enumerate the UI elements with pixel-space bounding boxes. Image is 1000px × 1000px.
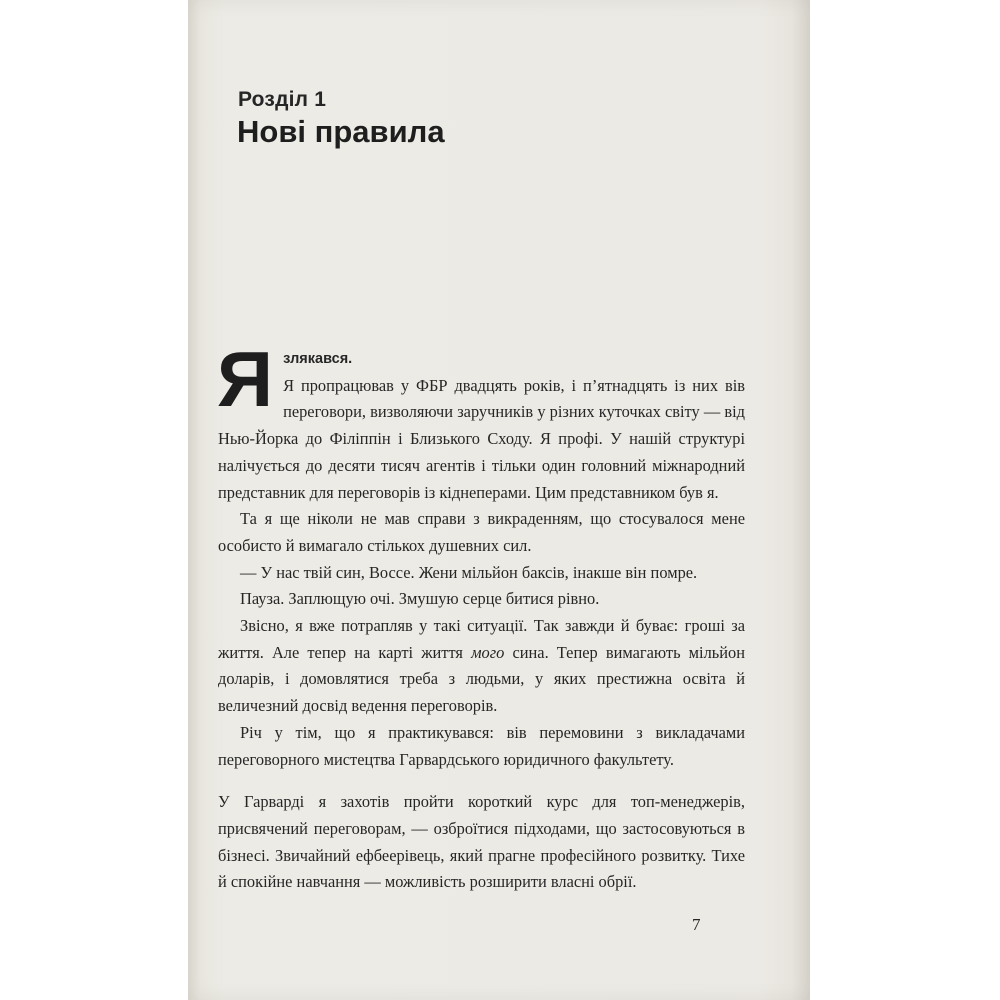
chapter-body — [217, 335, 745, 896]
drop-cap: Я — [217, 335, 274, 423]
lead-in-text: злякався. — [283, 351, 353, 367]
paragraph-5 — [218, 613, 745, 720]
paragraph-2: Та я ще ніколи не мав справи з викраденням, що стосувалося мене особисто й вимагало стількох душевних сил. — [218, 509, 745, 555]
chapter-title: Нові правила — [237, 114, 445, 149]
paragraph-5-italic: мого — [471, 642, 505, 662]
chapter-label: Розділ 1 — [238, 88, 327, 111]
paragraph-1-text: Я пропрацював у ФБР двадцять років, і п’ятнадцять із них вів переговори, визволяючи заручників у різних куточках світу — від Нью-Йорка до Філіппін і Близького Сходу. Я профі. У нашій структурі налічується до десяти тисяч агентів і тільки один головний міжнародний представник для переговорів із кіднеперами. Цим представником був я. — [218, 375, 745, 502]
paragraph-5-after: сина. Тепер вимагають мільйон доларів, і домовлятися треба з людьми, у яких престижна освіта й величезний досвід ведення переговорів. — [218, 642, 745, 716]
book-page — [188, 0, 810, 1000]
paragraph-1 — [217, 335, 745, 506]
paragraph-5-before: Звісно, я вже потрапляв у такі ситуації. Так завжди й буває: гроші за життя. Але тепер на карті життя — [218, 616, 745, 662]
paragraph-6: Річ у тім, що я практикувався: вів перемовини з викладачами переговорного мистецтва Гарвардського юридичного факультету. — [218, 722, 745, 769]
paragraph-7: У Гарварді я захотів пройти короткий курс для топ-менеджерів, присвячений переговорам, — озброїтися підходами, що застосовуються в бізнесі. Звичайний ефбеерівець, який прагне професійного розвитку. Тихе й спокійне навчання — можливість розширити власні обрії. — [218, 792, 745, 892]
paragraph-4: Пауза. Заплющую очі. Змушую серце битися рівно. — [240, 589, 600, 609]
page-number: 7 — [692, 915, 701, 934]
paragraph-3: — У нас твій син, Воссе. Жени мільйон баксів, інакше він помре. — [240, 562, 698, 582]
